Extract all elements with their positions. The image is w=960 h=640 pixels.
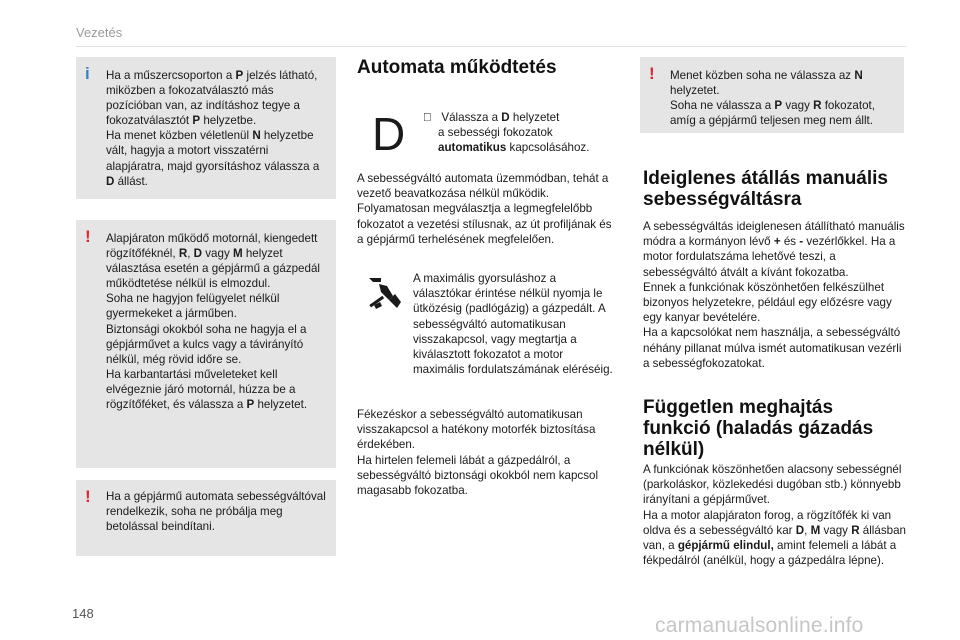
warning-icon: ! <box>85 487 91 506</box>
warning-box <box>76 220 336 468</box>
manual-override-paragraph: A sebességváltás ideiglenesen átállítható manuális módra a kormányon lévő + és - vezérlőkkel. Ha a motor fordulatszáma lehetővé teszi, a sebességváltó átvált a kívánt fokozatba. Ennek a funkciónak köszönhetően felkészülhet bizonyos helyzetekre, például egy előzésre vagy egy kanyar bevételére. Ha a kapcsolókat nem használja, a sebességváltó néhány pillanat múlva ismét automatikusan vezérli a sebességfokozatokat. <box>643 220 905 370</box>
header-section-title: Vezetés <box>76 25 123 40</box>
section-title-creep-function: Független meghajtás funkció (haladás gázadás nélkül) <box>643 397 874 460</box>
gear-d-symbol: D <box>372 108 406 160</box>
info-icon: i <box>85 64 90 83</box>
warning-box-text: Menet közben soha ne válassza az N helyzetet. Soha ne válassza a P vagy R fokozatot, amíg a gépjármű teljesen meg nem állt. <box>670 69 875 128</box>
warning-box <box>76 480 336 556</box>
warning-box-text: Ha a gépjármű automata sebességváltóval rendelkezik, soha ne próbálja meg betolással beindítani. <box>106 490 326 534</box>
info-box <box>76 57 336 199</box>
automatic-mode-paragraph: A sebességváltó automata üzemmódban, tehát a vezető beavatkozása nélkül működik. Folyamatosan megválasztja a legmegfelelőbb fokozatot a vezetési stílusnak, az út profiljának és a gépjármű terhelésének megfelelően. <box>357 172 612 246</box>
braking-paragraph: Fékezéskor a sebességváltó automatikusan visszakapcsol a hatékony motorfék biztosítása érdekében. Ha hirtelen felemeli lábát a gázpedálról, a sebességváltó biztonsági okokból nem kapcsol magasabb fokozatba. <box>357 408 599 498</box>
warning-icon: ! <box>85 227 91 246</box>
warning-icon: ! <box>649 64 655 83</box>
info-box-text: Ha a műszercsoporton a P jelzés látható, miközben a fokozatválasztó más pozícióban van, az indításhoz tegye a fokozatválasztót P helyzetbe. Ha menet közben véletlenül N helyzetbe vált, hagyja a motort visszatérni alapjáratra, majd gyorsításhoz válassza a D állást. <box>106 69 320 188</box>
page-number: 148 <box>72 606 94 621</box>
warning-box-text: Alapjáraton működő motornál, kiengedett rögzítőféknél, R, D vagy M helyzet választása esetén a gépjármű a gázpedál működtetése nélkül is elmozdul. Soha ne hagyjon felügyelet nélkül gyermekeket a járműben. Biztonsági okokból soha ne hagyja el a gépjárművet a kulcs vagy a távirányító nélkül, még rövid időre se. Ha karbantartási műveleteket kell elvégeznie járó motornál, húzza be a rögzítőféket, és válassza a P helyzetet. <box>106 232 320 412</box>
creep-function-paragraph: A funkciónak köszönhetően alacsony sebességnél (parkoláskor, közlekedési dugóban stb.) könnyebb irányítani a gépjárművet. Ha a motor alapjáraton forog, a rögzítőfék ki van oldva és a sebességváltó kar D, M vagy R állásban van, a gépjármű elindul, amint felemeli a lábát a fékpedálról (anélkül, hogy a gázpedálra lépne). <box>643 463 906 568</box>
header-divider <box>76 46 906 47</box>
section-title-automatic: Automata működtetés <box>357 57 557 78</box>
kickdown-paragraph: A maximális gyorsuláshoz a választókar érintése nélkül nyomja le ütközésig (padlógázig) a gázpedált. A sebességváltó automatikusan visszakapcsol, vagy megtartja a kiválasztott fokozatot a motor maximális fordulatszámának eléréséig. <box>413 272 613 377</box>
kickdown-foot-icon <box>365 272 405 312</box>
watermark: carmanualsonline.info <box>655 614 864 637</box>
warning-box <box>640 57 904 133</box>
section-title-manual-override: Ideiglenes átállás manuális sebességváltásra <box>643 168 888 210</box>
select-d-instruction: Válassza a D helyzetet a sebességi fokozatok automatikus kapcsolásához. <box>423 111 590 155</box>
